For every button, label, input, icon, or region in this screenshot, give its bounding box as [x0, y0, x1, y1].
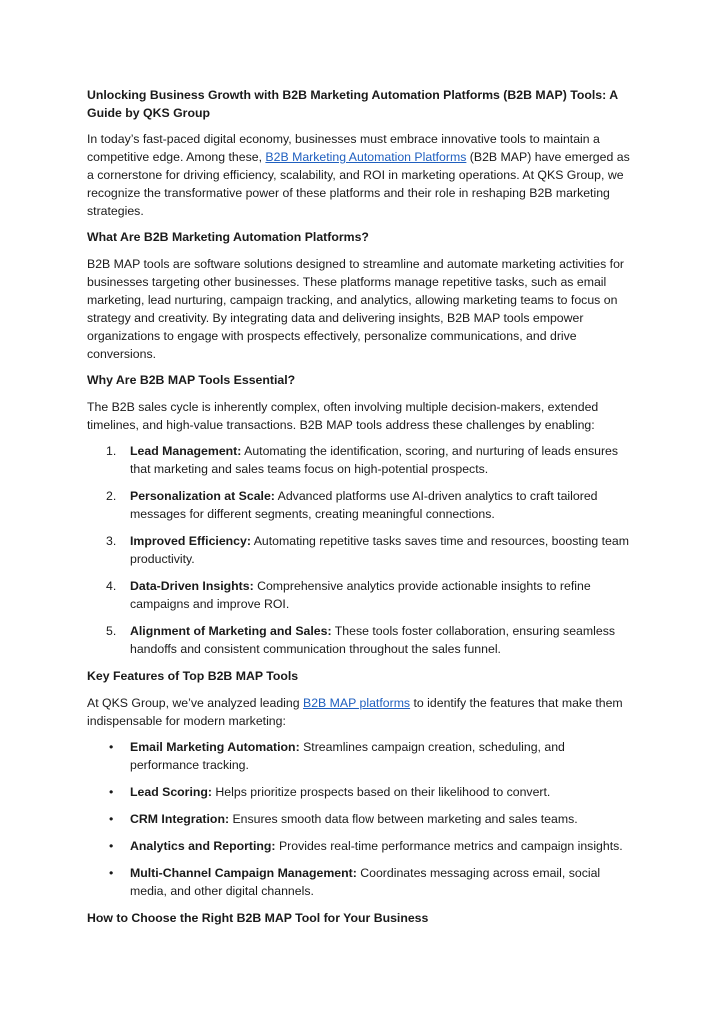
b2b-map-platforms-link[interactable]: B2B MAP platforms [303, 696, 411, 710]
list-item-term: Alignment of Marketing and Sales: [130, 624, 332, 638]
list-item-text: Comprehensive analytics provide actionable insights to refine campaigns and improve ROI. [130, 579, 591, 611]
list-number: 3. [106, 534, 117, 548]
intro-text-after: (B2B MAP) have emerged as a cornerstone for driving efficiency, scalability, and ROI in marketing operations. At QKS Group, we recognize the transformative power of these platforms and their role in reshaping B2B marketing strategies. [87, 150, 630, 218]
bullet-icon: • [109, 812, 114, 826]
list-number: 4. [106, 579, 117, 593]
list-item-term: Email Marketing Automation: [130, 740, 300, 754]
list-item-text: Streamlines campaign creation, scheduling, and performance tracking. [130, 740, 565, 772]
list-item-term: CRM Integration: [130, 812, 230, 826]
list-number: 2. [106, 489, 117, 503]
list-item [87, 487, 635, 523]
list-item-term: Lead Scoring: [130, 785, 212, 799]
list-item-text: Ensures smooth data flow between marketing and sales teams. [229, 812, 578, 826]
intro-paragraph [87, 130, 635, 220]
list-item [87, 783, 635, 801]
section-what-are-body: B2B MAP tools are software solutions designed to streamline and automate marketing activities for businesses targeting other businesses. These platforms manage repetitive tasks, such as email marketing, lead nurturing, campaign tracking, and analytics, allowing marketing teams to focus on strategy and creativity. By integrating data and delivering insights, B2B MAP tools empower organizations to engage with prospects effectively, personalize communications, and drive conversions. [87, 257, 625, 361]
key-features-text-before: At QKS Group, we’ve analyzed leading [87, 696, 304, 710]
list-item [87, 837, 635, 855]
list-item [87, 810, 635, 828]
list-item-term: Data-Driven Insights: [130, 579, 254, 593]
list-number: 5. [106, 624, 117, 638]
list-item-text: Coordinates messaging across email, social media, and other digital channels. [130, 866, 601, 898]
list-item [87, 738, 635, 774]
list-item [87, 577, 635, 613]
list-item-text: Advanced platforms use AI-driven analytics to craft tailored messages for different segments, creating meaningful connections. [130, 489, 598, 521]
bullet-icon: • [109, 740, 114, 754]
essential-benefits-list [87, 442, 635, 658]
list-number: 1. [106, 444, 117, 458]
document-content [87, 86, 635, 936]
section-heading-key-features: Key Features of Top B2B MAP Tools [87, 669, 299, 683]
section-heading-how-to-choose: How to Choose the Right B2B MAP Tool for Your Business [87, 911, 429, 925]
list-item-term: Personalization at Scale: [130, 489, 275, 503]
b2b-map-link[interactable]: B2B Marketing Automation Platforms [265, 150, 467, 164]
list-item-term: Analytics and Reporting: [130, 839, 276, 853]
list-item-text: Automating the identification, scoring, and nurturing of leads ensures that marketing and sales teams focus on high-potential prospects. [130, 444, 619, 476]
key-features-list [87, 738, 635, 900]
key-features-text-after: to identify the features that make them indispensable for modern marketing: [87, 696, 623, 728]
bullet-icon: • [109, 866, 114, 880]
list-item [87, 442, 635, 478]
section-why-essential-body: The B2B sales cycle is inherently complex, often involving multiple decision-makers, extended timelines, and high-value transactions. B2B MAP tools address these challenges by enabling: [87, 400, 599, 432]
bullet-icon: • [109, 785, 114, 799]
list-item [87, 622, 635, 658]
list-item-text: Automating repetitive tasks saves time and resources, boosting team productivity. [130, 534, 629, 566]
section-heading-what-are: What Are B2B Marketing Automation Platforms? [87, 230, 369, 244]
section-heading-why-essential: Why Are B2B MAP Tools Essential? [87, 373, 296, 387]
list-item [87, 864, 635, 900]
list-item-text: These tools foster collaboration, ensuring seamless handoffs and consistent communication throughout the sales funnel. [130, 624, 615, 656]
list-item [87, 532, 635, 568]
intro-text-before: In today’s fast-paced digital economy, businesses must embrace innovative tools to maintain a competitive edge. Among these, [87, 132, 600, 164]
list-item-term: Lead Management: [130, 444, 242, 458]
list-item-text: Provides real-time performance metrics and campaign insights. [275, 839, 623, 853]
list-item-term: Improved Efficiency: [130, 534, 251, 548]
document-title: Unlocking Business Growth with B2B Marketing Automation Platforms (B2B MAP) Tools: A Guide by QKS Group [87, 88, 618, 120]
section-key-features-body [87, 694, 635, 730]
list-item-term: Multi-Channel Campaign Management: [130, 866, 357, 880]
bullet-icon: • [109, 839, 114, 853]
list-item-text: Helps prioritize prospects based on their likelihood to convert. [212, 785, 551, 799]
